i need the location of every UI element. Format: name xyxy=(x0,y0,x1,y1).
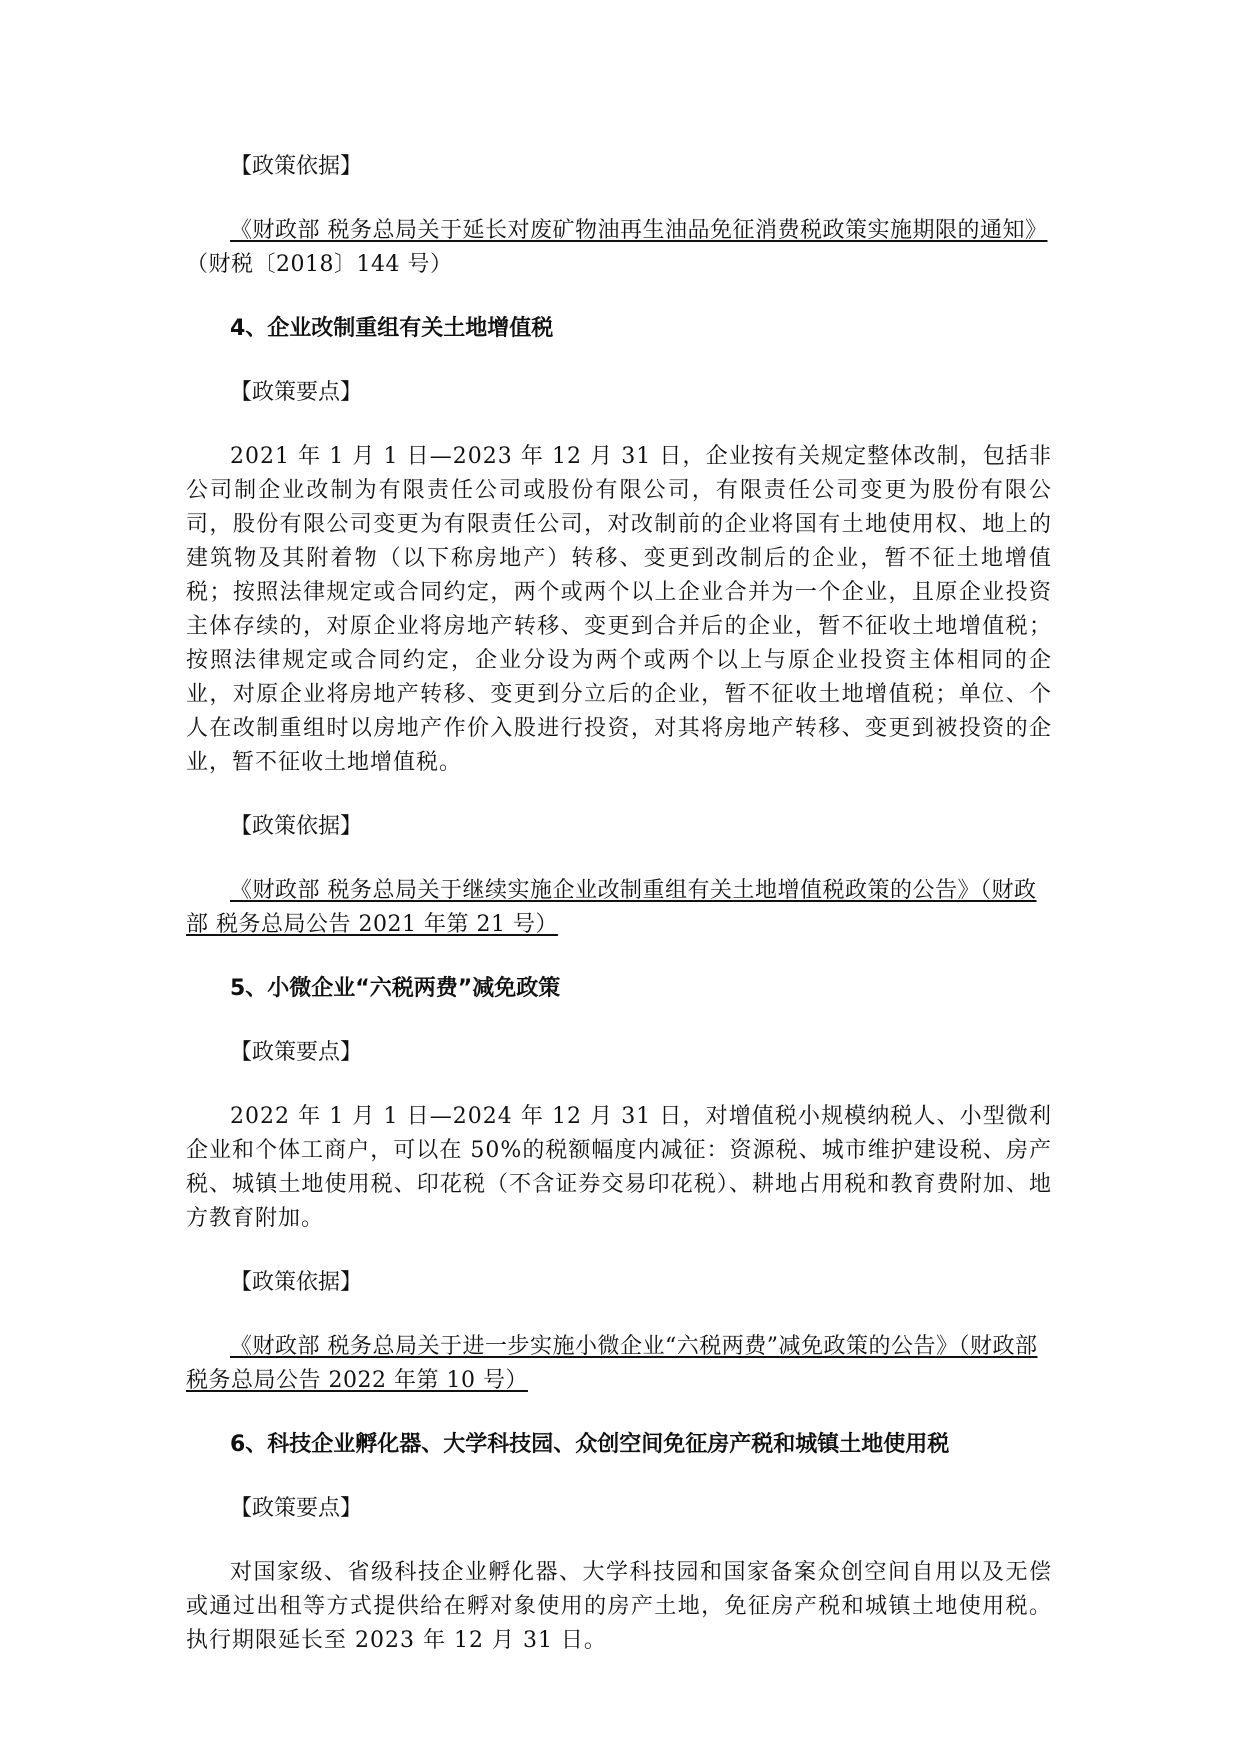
section3-reference-number: （财税〔2018〕144 号） xyxy=(186,252,453,277)
section4-reference-link[interactable]: 《财政部 税务总局关于继续实施企业改制重组有关土地增值税政策的公告》 xyxy=(230,878,980,903)
section6-points-text: 对国家级、省级科技企业孵化器、大学科技园和国家备案众创空间自用以及无偿或通过出租等方式提供给在孵对象使用的房产土地，免征房产税和城镇土地使用税。执行期限延长至 2023 年 12 月 31 日。 xyxy=(186,1560,1052,1653)
section3-reference-link[interactable]: 《财政部 税务总局关于延长对废矿物油再生油品免征消费税政策实施期限的通知》 xyxy=(230,218,1048,243)
section5-reference-link[interactable]: 《财政部 税务总局关于进一步实施小微企业“六税两费”减免政策的公告》 xyxy=(230,1334,959,1359)
section4-heading: 4、企业改制重组有关土地增值税 xyxy=(230,316,554,341)
section3-basis-label: 【政策依据】 xyxy=(230,154,363,179)
section4-reference-number: （财政部 税务总局公告 2021 年第 21 号） xyxy=(186,878,1037,937)
section4-points-text: 2021 年 1 月 1 日—2023 年 12 月 31 日，企业按有关规定整体改制，包括非公司制企业改制为有限责任公司或股份有限公司，有限责任公司变更为股份有限公司，股份有限公司变更为有限责任公司，对改制前的企业将国有土地使用权、地上的建筑物及其附着物（以下称房地产）转移、变更到改制后的企业，暂不征土地增值税；按照法律规定或合同约定，两个或两个以上企业合并为一个企业，且原企业投资主体存续的，对原企业将房地产转移、变更到合并后的企业，暂不征收土地增值税；按照法律规定或合同约定，企业分设为两个或两个以上与原企业投资主体相同的企业，对原企业将房地产转移、变更到分立后的企业，暂不征收土地增值税；单位、个人在改制重组时以房地产作价入股进行投资，对其将房地产转移、变更到被投资的企业，暂不征收土地增值税。 xyxy=(186,444,1052,775)
section4-basis-reference xyxy=(186,874,1052,942)
section6-heading: 6、科技企业孵化器、大学科技园、众创空间免征房产税和城镇土地使用税 xyxy=(230,1432,950,1457)
section4-basis-label: 【政策依据】 xyxy=(230,814,363,839)
section5-basis-reference xyxy=(186,1330,1052,1398)
section3-basis-reference xyxy=(186,214,1052,282)
section4-points-label: 【政策要点】 xyxy=(230,380,363,405)
section5-basis-label: 【政策依据】 xyxy=(230,1270,363,1295)
section6-points-label: 【政策要点】 xyxy=(230,1496,363,1521)
section5-reference-number: （财政部 税务总局公告 2022 年第 10 号） xyxy=(186,1334,1038,1393)
section5-points-label: 【政策要点】 xyxy=(230,1040,363,1065)
section5-heading: 5、小微企业“六税两费”减免政策 xyxy=(230,976,561,1001)
section5-points-text: 2022 年 1 月 1 日—2024 年 12 月 31 日，对增值税小规模纳税人、小型微利企业和个体工商户，可以在 50%的税额幅度内减征：资源税、城市维护建设税、房产税、城镇土地使用税、印花税（不含证券交易印花税）、耕地占用税和教育费附加、地方教育附加。 xyxy=(186,1104,1052,1231)
document-content xyxy=(186,150,1052,1688)
